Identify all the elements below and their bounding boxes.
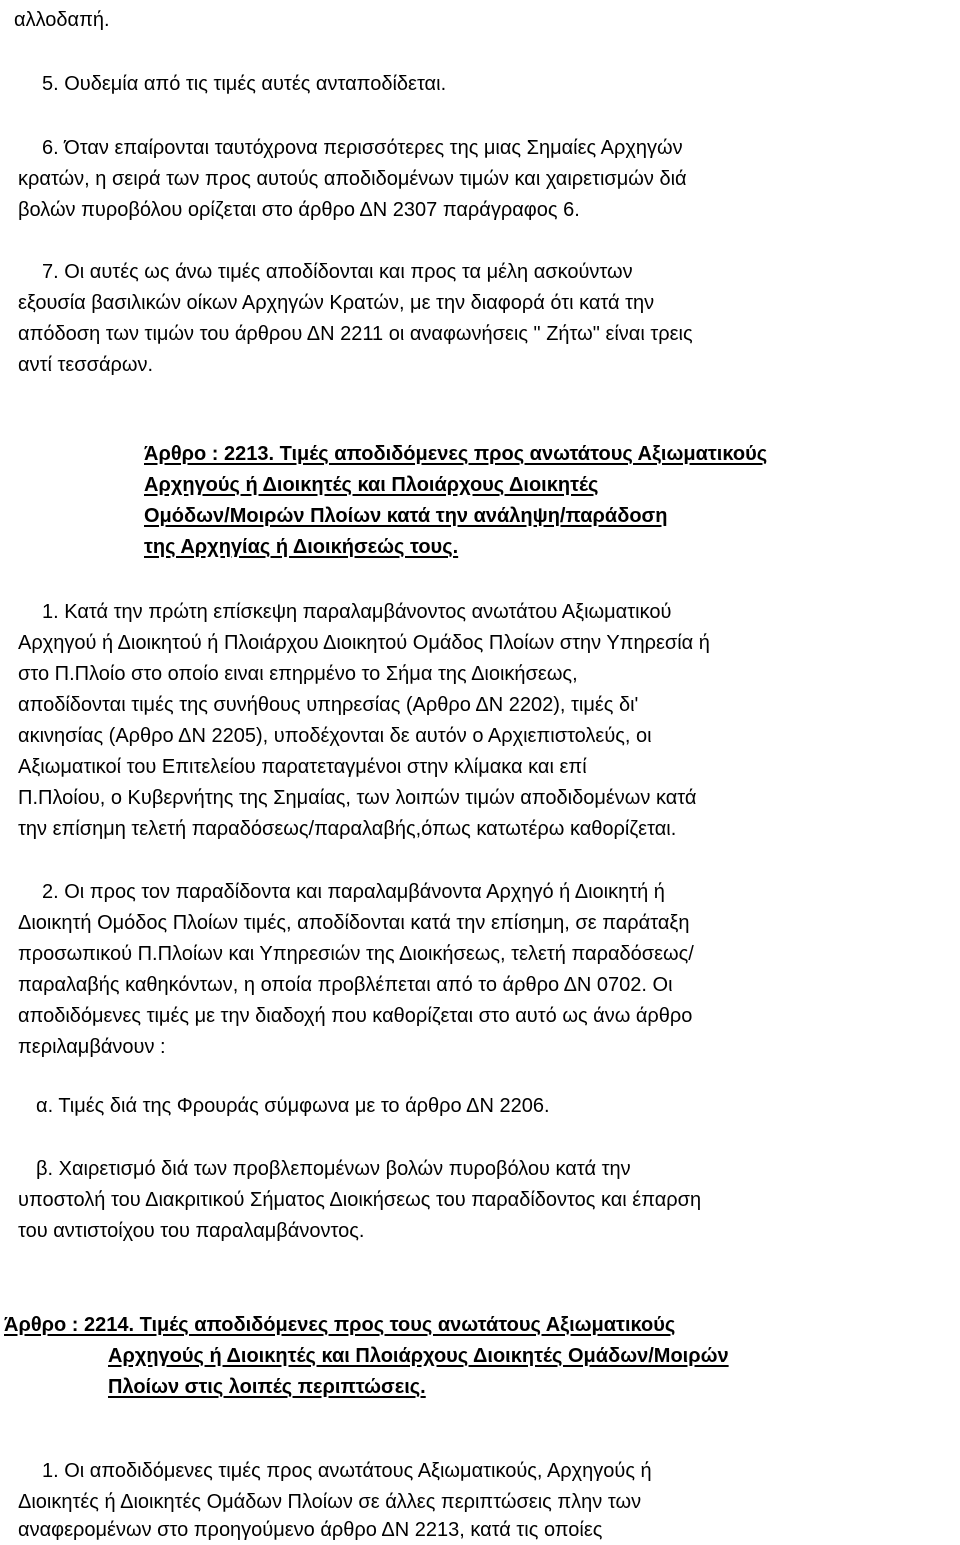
article-2214-heading-3: Πλοίων στις λοιπές περιπτώσεις.: [108, 1376, 426, 1398]
item-7-line-4: αντί τεσσάρων.: [18, 354, 154, 376]
article-2213-heading-2: Αρχηγούς ή Διοικητές και Πλοιάρχους Διοικητές: [144, 474, 599, 496]
article-2213-para-2-line-6: περιλαμβάνουν :: [18, 1036, 166, 1058]
article-2213-item-b-line-3: του αντιστοίχου του παραλαμβάνοντος.: [18, 1220, 365, 1242]
item-6-line-1: 6. Όταν επαίρονται ταυτόχρονα περισσότερες της μιας Σημαίες Αρχηγών: [42, 137, 683, 159]
item-6-line-2: κρατών, η σειρά των προς αυτούς αποδιδομένων τιμών και χαιρετισμών διά: [18, 168, 687, 190]
article-2213-item-a: α. Τιμές διά της Φρουράς σύμφωνα με το άρθρο ΔΝ 2206.: [36, 1095, 550, 1117]
article-2213-heading-1: Άρθρο : 2213. Τιμές αποδιδόμενες προς ανωτάτους Αξιωματικούς: [144, 443, 768, 465]
article-2213-item-b-line-2: υποστολή του Διακριτικού Σήματος Διοικήσεως του παραδίδοντος και έπαρση: [18, 1189, 702, 1211]
article-2213-para-2-line-4: παραλαβής καθηκόντων, η οποία προβλέπεται από το άρθρο ΔΝ 0702. Οι: [18, 974, 673, 996]
item-6-line-3: βολών πυροβόλου ορίζεται στο άρθρο ΔΝ 2307 παράγραφος 6.: [18, 199, 580, 221]
article-2213-para-1-line-7: Π.Πλοίου, ο Κυβερνήτης της Σημαίας, των λοιπών τιμών αποδιδομένων κατά: [18, 787, 697, 809]
article-2213-para-2-line-3: προσωπικού Π.Πλοίων και Υπηρεσιών της Διοικήσεως, τελετή παραδόσεως/: [18, 943, 694, 965]
article-2213-para-1-line-2: Αρχηγού ή Διοικητού ή Πλοιάρχου Διοικητού Ομάδος Πλοίων στην Υπηρεσία ή: [18, 632, 710, 654]
item-7-line-1: 7. Οι αυτές ως άνω τιμές αποδίδονται και προς τα μέλη ασκούντων: [42, 261, 633, 283]
article-2213-heading-3: Ομόδων/Μοιρών Πλοίων κατά την ανάληψη/παράδοση: [144, 505, 668, 527]
article-2213-para-1-line-5: ακινησίας (Αρθρο ΔΝ 2205), υποδέχονται δε αυτόν ο Αρχιεπιστολεύς, οι: [18, 725, 652, 747]
item-7-line-3: απόδοση των τιμών του άρθρου ΔΝ 2211 οι αναφωνήσεις " Ζήτω" είναι τρεις: [18, 323, 693, 345]
article-2213-para-2-line-5: αποδιδόμενες τιμές με την διαδοχή που καθορίζεται στο αυτό ως άνω άρθρο: [18, 1005, 693, 1027]
item-7-line-2: εξουσία βασιλικών οίκων Αρχηγών Κρατών, με την διαφορά ότι κατά την: [18, 292, 655, 314]
article-2214-heading-1: Άρθρο : 2214. Τιμές αποδιδόμενες προς τους ανωτάτους Αξιωματικούς: [4, 1314, 676, 1336]
article-2214-para-1-line-2: Διοικητές ή Διοικητές Ομάδων Πλοίων σε άλλες περιπτώσεις πλην των: [18, 1491, 642, 1513]
article-2214-para-1-line-1: 1. Οι αποδιδόμενες τιμές προς ανωτάτους Αξιωματικούς, Αρχηγούς ή: [42, 1460, 652, 1482]
article-2213-item-b-line-1: β. Χαιρετισμό διά των προβλεπομένων βολών πυροβόλου κατά την: [36, 1158, 631, 1180]
article-2213-para-2-line-2: Διοικητή Ομόδος Πλοίων τιμές, αποδίδονται κατά την επίσημη, σε παράταξη: [18, 912, 690, 934]
article-2213-para-1-line-6: Αξιωματικοί του Επιτελείου παρατεταγμένοι στην κλίμακα και επί: [18, 756, 587, 778]
article-2214-para-1-line-3: αναφερομένων στο προηγούμενο άρθρο ΔΝ 2213, κατά τις οποίες: [18, 1519, 603, 1541]
intro-tail: αλλοδαπή.: [14, 9, 110, 31]
article-2213-para-1-line-3: στο Π.Πλοίο στο οποίο ειναι επηρμένο το Σήμα της Διοικήσεως,: [18, 663, 578, 685]
article-2213-heading-4: της Αρχηγίας ή Διοικήσεώς τους.: [144, 536, 459, 558]
item-5: 5. Ουδεμία από τις τιμές αυτές ανταποδίδεται.: [42, 73, 447, 95]
article-2213-para-1-line-4: αποδίδονται τιμές της συνήθους υπηρεσίας (Αρθρο ΔΝ 2202), τιμές δι': [18, 694, 639, 716]
article-2214-heading-2: Αρχηγούς ή Διοικητές και Πλοιάρχους Διοικητές Ομάδων/Μοιρών: [108, 1345, 729, 1367]
article-2213-para-1-line-8: την επίσημη τελετή παραδόσεως/παραλαβής,όπως κατωτέρω καθορίζεται.: [18, 818, 677, 840]
article-2213-para-1-line-1: 1. Κατά την πρώτη επίσκεψη παραλαμβάνοντος ανωτάτου Αξιωματικού: [42, 601, 672, 623]
article-2213-para-2-line-1: 2. Οι προς τον παραδίδοντα και παραλαμβάνοντα Αρχηγό ή Διοικητή ή: [42, 881, 665, 903]
